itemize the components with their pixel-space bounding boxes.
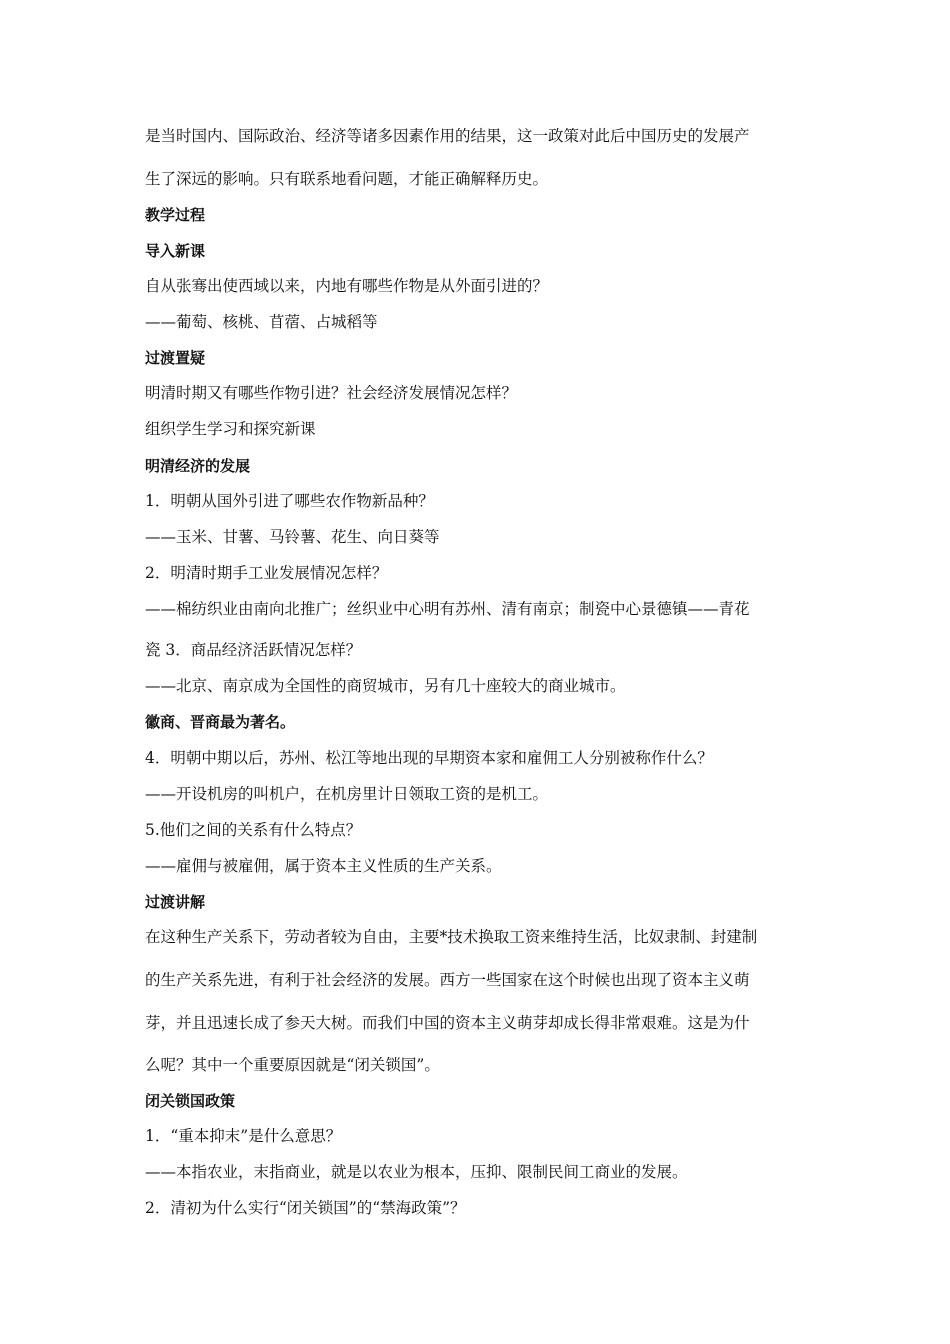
section-heading: 导入新课 — [145, 242, 206, 260]
section-heading: 徽商、晋商最为著名。 — [145, 713, 296, 731]
section-heading: 闭关锁国政策 — [145, 1092, 236, 1110]
paragraph-line: ——雇佣与被雇佣，属于资本主义性质的生产关系。 — [145, 857, 502, 875]
section-heading: 过渡讲解 — [145, 893, 206, 911]
paragraph-line: 2．明清时期手工业发展情况怎样？ — [145, 564, 388, 582]
paragraph-line: 2．清初为什么实行“闭关锁国”的“禁海政策”？ — [145, 1199, 466, 1217]
paragraph-line: 生了深远的影响。只有联系地看问题，才能正确解释历史。 — [145, 170, 549, 188]
paragraph-line: 组织学生学习和探究新课 — [145, 420, 316, 438]
paragraph-line: 1．“重本抑末”是什么意思？ — [145, 1127, 342, 1145]
paragraph-line: ——棉纺织业由南向北推广；丝织业中心明有苏州、清有南京；制瓷中心景德镇——青花 — [145, 600, 750, 618]
section-heading: 教学过程 — [145, 206, 206, 224]
paragraph-line: 明清时期又有哪些作物引进？社会经济发展情况怎样？ — [145, 384, 518, 402]
section-heading: 明清经济的发展 — [145, 457, 251, 475]
paragraph-line: 芽，并且迅速长成了参天大树。而我们中国的资本主义萌芽却成长得非常艰难。这是为什 — [145, 1014, 750, 1032]
paragraph-line: ——葡萄、核桃、苜蓿、占城稻等 — [145, 313, 378, 331]
paragraph-line: 瓷 3．商品经济活跃情况怎样？ — [145, 641, 362, 659]
paragraph-line: ——玉米、甘薯、马铃薯、花生、向日葵等 — [145, 528, 440, 546]
paragraph-line: 是当时国内、国际政治、经济等诸多因素作用的结果，这一政策对此后中国历史的发展产 — [145, 127, 750, 145]
paragraph-line: 么呢？其中一个重要原因就是“闭关锁国”。 — [145, 1056, 440, 1074]
paragraph-line: ——北京、南京成为全国性的商贸城市，另有几十座较大的商业城市。 — [145, 677, 626, 695]
paragraph-line: 4．明朝中期以后，苏州、松江等地出现的早期资本家和雇佣工人分别被称作什么？ — [145, 749, 713, 767]
paragraph-line: 5.他们之间的关系有什么特点？ — [145, 821, 362, 839]
section-heading: 过渡置疑 — [145, 349, 206, 367]
paragraph-line: 的生产关系先进，有利于社会经济的发展。西方一些国家在这个时候也出现了资本主义萌 — [145, 971, 750, 989]
paragraph-line: ——本指农业，末指商业，就是以农业为根本，压抑、限制民间工商业的发展。 — [145, 1163, 688, 1181]
paragraph-line: 1．明朝从国外引进了哪些农作物新品种？ — [145, 492, 434, 510]
paragraph-line: 在这种生产关系下，劳动者较为自由，主要*技术换取工资来维持生活，比奴隶制、封建制 — [145, 928, 758, 946]
paragraph-line: 自从张骞出使西域以来，内地有哪些作物是从外面引进的？ — [145, 277, 549, 295]
paragraph-line: ——开设机房的叫机户，在机房里计日领取工资的是机工。 — [145, 785, 549, 803]
